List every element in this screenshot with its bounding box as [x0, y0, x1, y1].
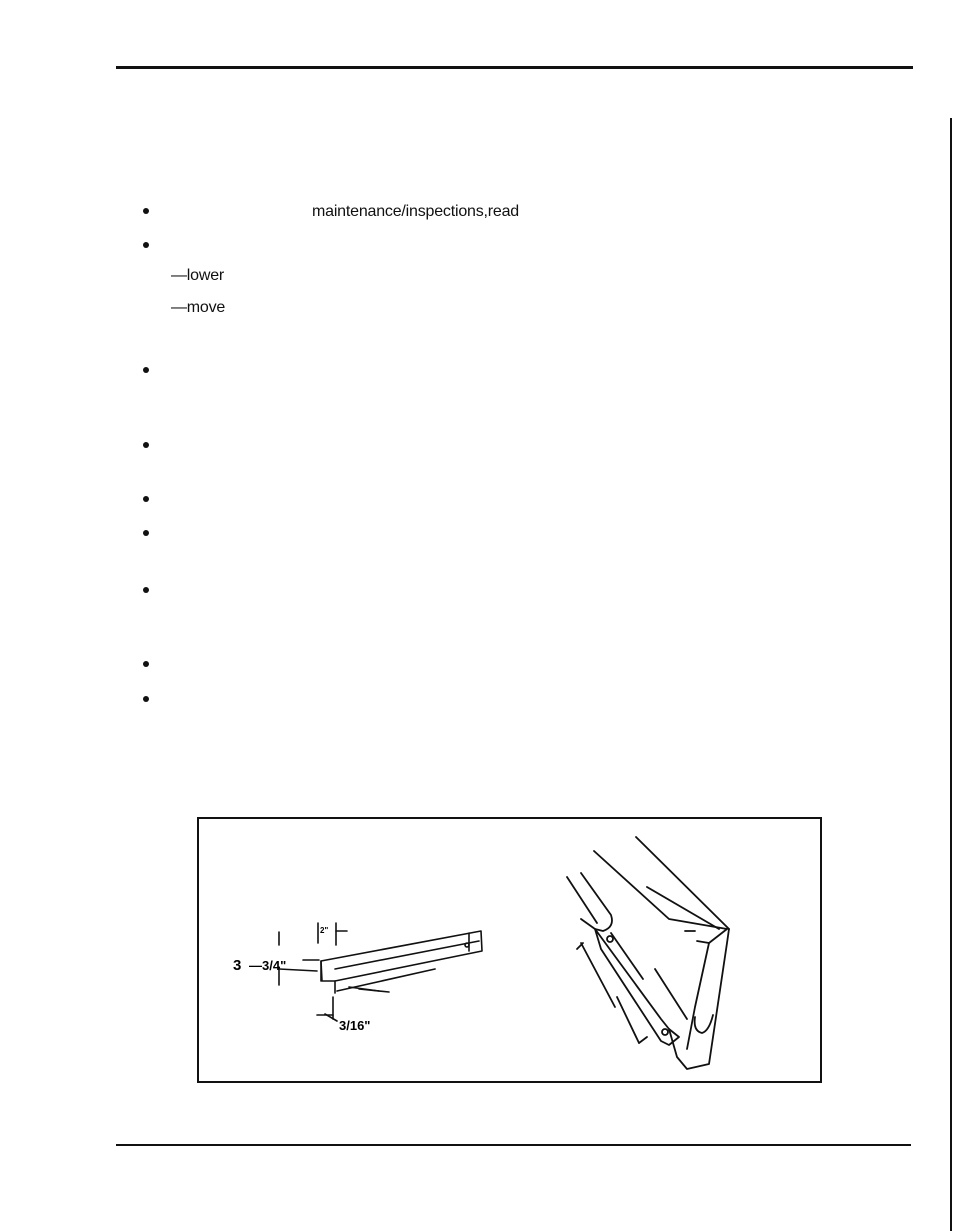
figure-box: [197, 817, 822, 1083]
dim-label-height: —3/4": [249, 958, 287, 973]
bullet-8: [143, 661, 149, 667]
footer-rule: [116, 1144, 911, 1146]
bullet-2: [143, 242, 149, 248]
dim-label-thickness: 3/16": [339, 1018, 371, 1033]
sub-item-move: —move: [171, 299, 226, 316]
right-margin-rule: [950, 118, 952, 1231]
dim-label-top: 2": [320, 926, 329, 935]
bullet-3: [143, 367, 149, 373]
body-text-maintenance: maintenance/inspections,read: [312, 203, 519, 220]
header-rule: [116, 66, 913, 69]
figure-illustration: [199, 819, 820, 1081]
bullet-7: [143, 587, 149, 593]
dim-label-height-prefix: 3: [233, 957, 242, 974]
sub-item-lower: —lower: [171, 267, 225, 284]
bullet-5: [143, 496, 149, 502]
bullet-1: [143, 208, 149, 214]
bullet-4: [143, 442, 149, 448]
bullet-9: [143, 696, 149, 702]
bullet-6: [143, 530, 149, 536]
bracket-drawing: [567, 837, 729, 1069]
